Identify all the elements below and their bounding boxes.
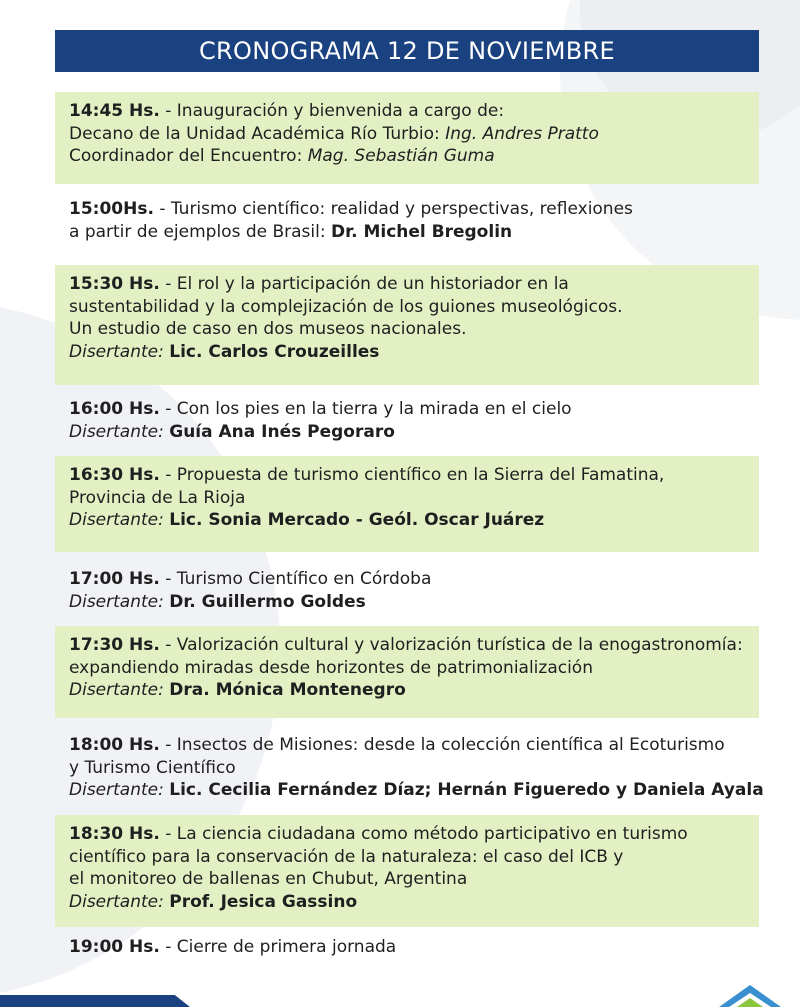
session-title: - Propuesta de turismo científico en la Sierra del Famatina, [159,465,665,485]
session-text: el monitoreo de ballenas en Chubut, Argentina [69,869,468,889]
schedule-item [55,265,759,385]
schedule-item [55,560,759,620]
speaker-name: Lic. Cecilia Fernández Díaz; Hernán Figueredo y Daniela Ayala [169,780,764,800]
session-text: y Turismo Científico [69,757,236,778]
disertante-label: Disertante: [69,510,170,530]
disertante-label: Disertante: [69,780,170,800]
disertante-label: Disertante: [69,421,170,442]
role-label: Coordinador del Encuentro: [69,146,308,166]
session-text: a partir de ejemplos de Brasil: [69,221,331,242]
speaker-name: Dr. Guillermo Goldes [169,591,366,612]
time-label: 16:30 Hs. [69,465,160,485]
schedule-item [55,456,759,552]
session-text: sustentabilidad y la complejización de los guiones museológicos. [69,296,623,317]
page-title [55,30,759,72]
session-title: - Turismo científico: realidad y perspectivas, reflexiones [153,199,633,219]
session-text: Un estudio de caso en dos museos nacionales. [69,319,467,339]
person-name: Ing. Andres Pratto [445,123,599,144]
schedule-item [55,626,759,718]
session-title: - Insectos de Misiones: desde la colección científica al Ecoturismo [159,735,725,755]
person-name: Mag. Sebastián Guma [307,146,495,166]
speaker-name: Dra. Mónica Montenegro [169,680,406,700]
session-title: - La ciencia ciudadana como método participativo en turismo [159,824,688,844]
session-title: - Inauguración y bienvenida a cargo de: [159,101,505,121]
session-text: expandiendo miradas desde horizontes de patrimonialización [69,657,593,678]
schedule-item [55,92,759,184]
footer-bar [0,995,190,1007]
speaker-name: Lic. Carlos Crouzeilles [169,341,380,362]
session-text: científico para la conservación de la naturaleza: el caso del ICB y [69,846,624,867]
session-title: - Cierre de primera jornada [159,937,397,957]
session-text: Provincia de La Rioja [69,487,246,508]
time-label: 14:45 Hs. [69,101,160,121]
speaker-name: Lic. Sonia Mercado - Geól. Oscar Juárez [169,510,545,530]
time-label: 15:30 Hs. [69,274,160,294]
schedule-item [55,726,764,808]
schedule-item [55,390,759,450]
speaker-name: Guía Ana Inés Pegoraro [169,421,395,442]
schedule-item [55,190,759,252]
schedule-item [55,928,759,964]
time-label: 19:00 Hs. [69,937,160,957]
time-label: 18:00 Hs. [69,735,160,755]
disertante-label: Disertante: [69,680,170,700]
session-title: - Turismo Científico en Córdoba [159,569,432,589]
speaker-name: Dr. Michel Bregolin [331,221,513,242]
time-label: 15:00Hs. [69,199,154,219]
disertante-label: Disertante: [69,591,170,612]
time-label: 16:00 Hs. [69,399,160,419]
time-label: 17:30 Hs. [69,635,160,655]
session-title: - Valorización cultural y valorización turística de la enogastronomía: [159,635,743,655]
session-title: - El rol y la participación de un historiador en la [159,274,569,294]
disertante-label: Disertante: [69,341,170,362]
logo-icon [715,983,785,1007]
time-label: 18:30 Hs. [69,824,160,844]
schedule-item [55,815,759,927]
role-label: Decano de la Unidad Académica Río Turbio: [69,123,446,144]
time-label: 17:00 Hs. [69,569,160,589]
speaker-name: Prof. Jesica Gassino [169,891,358,912]
disertante-label: Disertante: [69,891,170,912]
header-title: CRONOGRAMA 12 DE NOVIEMBRE [199,37,615,65]
session-title: - Con los pies en la tierra y la mirada en el cielo [159,399,572,419]
